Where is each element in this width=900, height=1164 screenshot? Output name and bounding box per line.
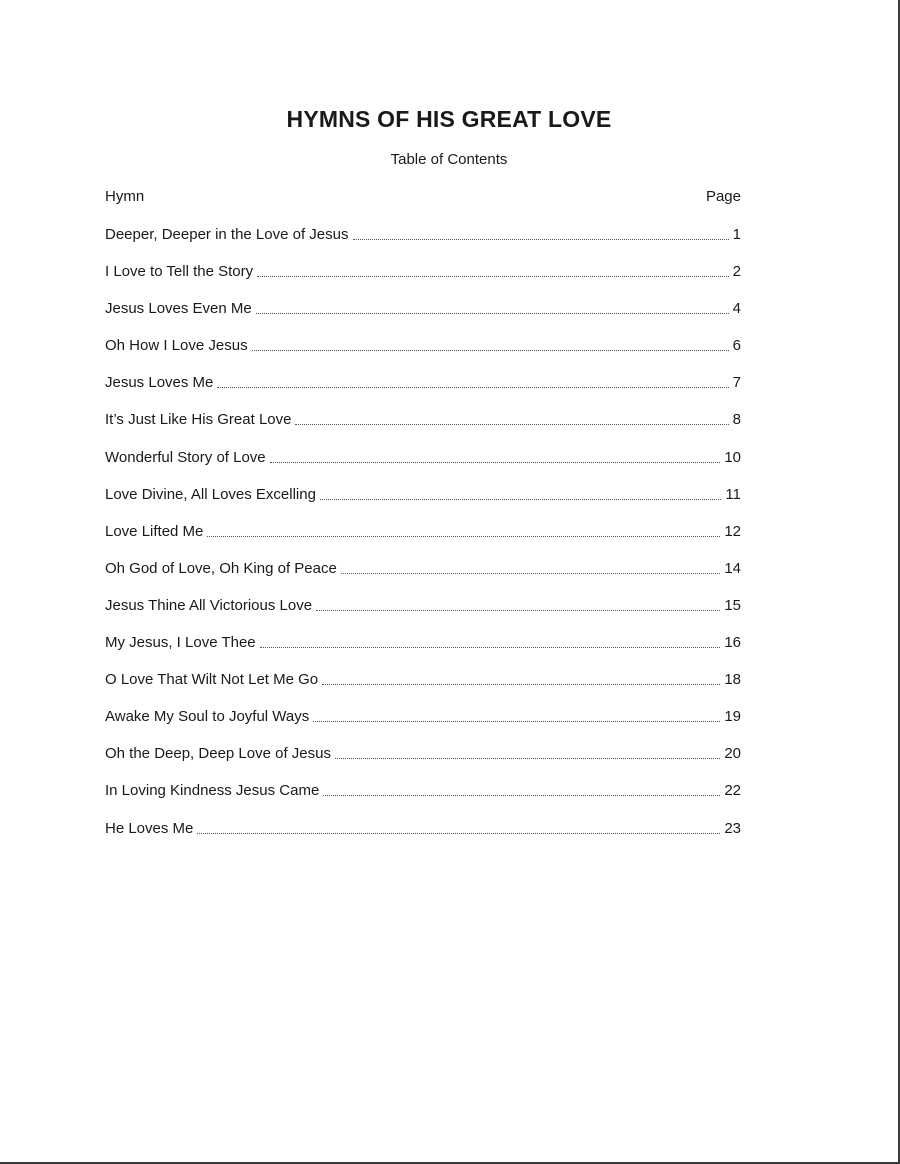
toc-entry-title: I Love to Tell the Story <box>105 263 254 281</box>
toc-dot-leader <box>341 559 721 574</box>
toc-entry-title: Jesus Loves Me <box>105 374 214 392</box>
toc-entry-title: Deeper, Deeper in the Love of Jesus <box>105 226 349 243</box>
toc-dot-leader <box>353 225 729 240</box>
toc-dot-leader <box>260 633 721 648</box>
toc-entry <box>105 485 741 522</box>
toc-entry-page: 10 <box>724 448 741 466</box>
toc-dot-leader <box>217 373 728 388</box>
toc-entry-title: My Jesus, I Love Thee <box>105 634 256 652</box>
toc-entry <box>105 373 741 410</box>
toc-entry-title: Awake My Soul to Joyful Ways <box>105 708 310 726</box>
toc-entry-page: 20 <box>724 745 741 763</box>
toc-dot-leader <box>320 485 721 500</box>
toc-entry-page: 19 <box>724 708 741 726</box>
toc-header-page: Page <box>705 188 741 205</box>
toc-entry <box>105 596 741 633</box>
toc-entry-page: 8 <box>732 411 741 429</box>
toc-entry <box>105 225 741 262</box>
document-subtitle: Table of Contents <box>390 151 508 168</box>
toc-dot-leader <box>256 299 729 314</box>
toc-entry <box>105 633 741 670</box>
toc-entry-page: 2 <box>732 263 741 281</box>
toc-entry <box>105 522 741 559</box>
toc-entry <box>105 410 741 447</box>
toc-entry-page: 16 <box>724 634 741 652</box>
document-title: HYMNS OF HIS GREAT LOVE <box>286 106 612 132</box>
toc-dot-leader <box>252 336 729 351</box>
toc-dot-leader <box>335 744 720 759</box>
toc-list <box>105 225 741 856</box>
toc-dot-leader <box>323 781 720 796</box>
toc-dot-leader <box>316 596 720 611</box>
toc-entry-page: 15 <box>724 596 741 614</box>
toc-entry-page: 4 <box>732 300 741 318</box>
toc-dot-leader <box>270 448 721 463</box>
toc-header <box>105 187 741 207</box>
toc-entry <box>105 781 741 818</box>
toc-entry-page: 23 <box>724 819 741 837</box>
toc-entry <box>105 744 741 781</box>
toc-entry <box>105 670 741 707</box>
toc-entry-title: O Love That Wilt Not Let Me Go <box>105 671 319 689</box>
toc-entry-title: Oh How I Love Jesus <box>105 337 248 355</box>
toc-entry <box>105 559 741 596</box>
toc-entry-title: Love Divine, All Loves Excelling <box>105 485 316 503</box>
toc-entry-page: 7 <box>732 374 741 392</box>
toc-entry-title: It’s Just Like His Great Love <box>105 411 292 429</box>
toc-entry <box>105 707 741 744</box>
toc-entry <box>105 299 741 336</box>
toc-entry-title: Oh the Deep, Deep Love of Jesus <box>105 745 331 763</box>
toc-entry-page: 18 <box>724 671 741 689</box>
toc-entry-title: He Loves Me <box>105 819 194 837</box>
toc-entry-title: Wonderful Story of Love <box>105 448 266 466</box>
toc-entry-page: 11 <box>725 485 741 503</box>
toc-entry <box>105 448 741 485</box>
toc-dot-leader <box>322 670 720 685</box>
toc-entry-title: In Loving Kindness Jesus Came <box>105 782 320 800</box>
toc-entry-page: 1 <box>732 226 741 243</box>
toc-entry-page: 14 <box>724 559 741 577</box>
toc-dot-leader <box>313 707 720 722</box>
toc-entry <box>105 819 741 856</box>
toc-entry-page: 22 <box>724 782 741 800</box>
toc-dot-leader <box>257 262 729 277</box>
toc-dot-leader <box>207 522 720 537</box>
toc-entry <box>105 336 741 373</box>
toc-entry-title: Love Lifted Me <box>105 522 204 540</box>
toc-entry-title: Jesus Loves Even Me <box>105 300 252 318</box>
toc-entry <box>105 262 741 299</box>
toc-entry-page: 6 <box>732 337 741 355</box>
toc-entry-title: Oh God of Love, Oh King of Peace <box>105 559 337 577</box>
toc-entry-page: 12 <box>724 522 741 540</box>
toc-dot-leader <box>295 410 728 425</box>
toc-header-hymn: Hymn <box>105 188 145 205</box>
toc-entry-title: Jesus Thine All Victorious Love <box>105 596 313 614</box>
toc-dot-leader <box>197 819 720 834</box>
